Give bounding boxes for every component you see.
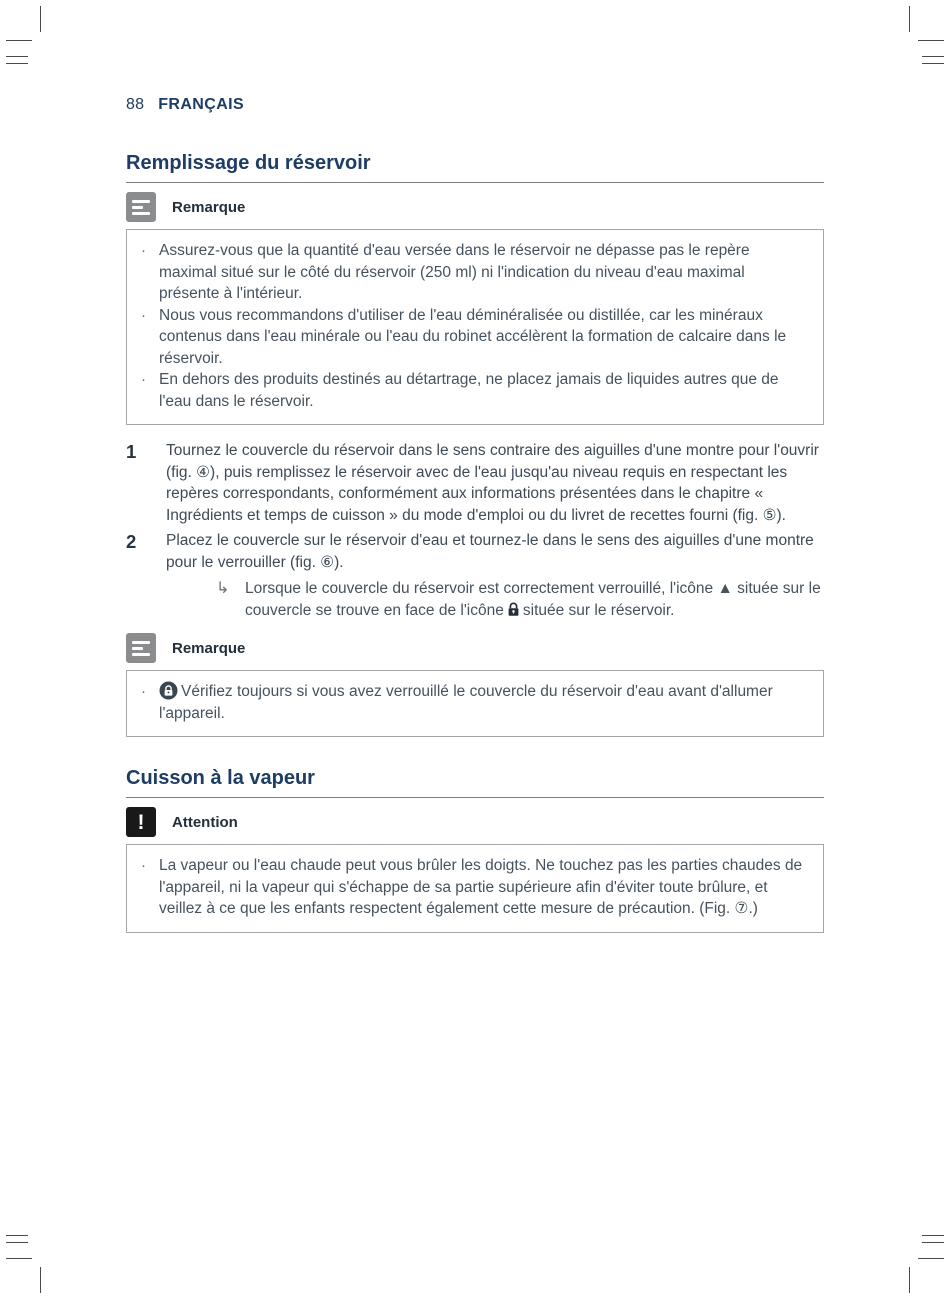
result-arrow-icon: ↳ [216, 580, 230, 597]
crop-mark [6, 1242, 28, 1243]
bullet-dot: · [141, 683, 146, 700]
crop-mark [6, 1235, 28, 1236]
crop-mark [918, 1258, 944, 1259]
crop-mark [922, 63, 944, 64]
step-text: Tournez le couvercle du réservoir dans le sens contraire des aiguilles d'une montre pour l'ouvrir (fig. ④), puis remplissez le réservoir avec de l'eau jusqu'au niveau requis en respectant les repères correspondants, conformément aux informations présentées dans le chapitre « Ingrédients et temps de cuisson » du mode d'emploi ou du livret de recettes fourni (fig. ⑤). [166, 442, 819, 524]
note-item [139, 681, 809, 724]
page-header [126, 96, 824, 114]
caution-box [126, 844, 824, 933]
note-box-1 [126, 229, 824, 425]
note-item [139, 240, 809, 305]
page-number: 88 [126, 96, 145, 113]
note-item-text: En dehors des produits destinés au détartrage, ne placez jamais de liquides autres que de l'eau dans le réservoir. [159, 371, 779, 410]
step-list [126, 440, 824, 621]
section-title-cuisson: Cuisson à la vapeur [126, 767, 824, 798]
caution-icon: ! [126, 807, 156, 837]
caution-item [139, 855, 809, 920]
crop-mark [922, 1235, 944, 1236]
lock-icon [507, 602, 520, 617]
result-text-before: Lorsque le couvercle du réservoir est correctement verrouillé, l'icône ▲ située sur le couvercle se trouve en face de l'icône [245, 580, 821, 619]
crop-mark [6, 40, 32, 41]
note-item [139, 369, 809, 412]
step-result [216, 578, 824, 621]
note-header-2 [126, 633, 824, 663]
caution-item-text: La vapeur ou l'eau chaude peut vous brûler les doigts. Ne touchez pas les parties chaudes de l'appareil, ni la vapeur qui s'échappe de sa partie supérieure afin d'éviter toute brûlure, et veillez à ce que les enfants respectent également cette mesure de précaution. (Fig. ⑦.) [159, 857, 803, 917]
crop-mark [6, 63, 28, 64]
caution-header [126, 807, 824, 837]
note-box-2 [126, 670, 824, 737]
step-1 [126, 440, 824, 526]
note-item [139, 305, 809, 370]
note-item-text: Nous vous recommandons d'utiliser de l'eau déminéralisée ou distillée, car les minéraux contenus dans l'eau minérale ou l'eau du robinet accélèrent la formation de calcaire dans le réservoir. [159, 306, 787, 367]
step-number: 2 [126, 531, 137, 552]
crop-mark [922, 56, 944, 57]
bullet-dot: · [141, 306, 146, 324]
page-content [126, 96, 824, 948]
crop-mark [40, 1267, 41, 1293]
circled-lock-icon [159, 681, 178, 700]
crop-mark [6, 56, 28, 57]
step-2 [126, 530, 824, 621]
crop-mark [918, 40, 944, 41]
note-icon [126, 633, 156, 663]
bullet-dot: · [141, 371, 146, 388]
crop-mark [909, 1267, 910, 1293]
note-item-text: Assurez-vous que la quantité d'eau versée dans le réservoir ne dépasse pas le repère maximal situé sur le côté du réservoir (250 ml) ni l'indication du niveau d'eau maximal présente à l'intérieur. [159, 242, 750, 302]
crop-mark [40, 6, 41, 32]
crop-mark [909, 6, 910, 32]
result-text-after: située sur le réservoir. [522, 601, 675, 619]
page-language: FRANÇAIS [158, 96, 245, 113]
step-number: 1 [126, 441, 137, 462]
note-icon [126, 192, 156, 222]
caution-label: Attention [172, 813, 238, 831]
crop-mark [6, 1258, 32, 1259]
crop-mark [922, 1242, 944, 1243]
bullet-dot: · [141, 242, 146, 259]
result-text [245, 578, 824, 621]
note2-text: Vérifiez toujours si vous avez verrouillé le couvercle du réservoir d'eau avant d'allumer l'appareil. [159, 683, 773, 722]
note-item-text [159, 681, 809, 724]
step-text: Placez le couvercle sur le réservoir d'eau et tournez-le dans le sens des aiguilles d'une montre pour le verrouiller (fig. ⑥). [166, 532, 814, 571]
note-label: Remarque [172, 198, 246, 216]
bullet-dot: · [141, 857, 146, 874]
note-label: Remarque [172, 639, 246, 657]
note-header-1 [126, 192, 824, 222]
section-title-remplissage: Remplissage du réservoir [126, 152, 824, 183]
